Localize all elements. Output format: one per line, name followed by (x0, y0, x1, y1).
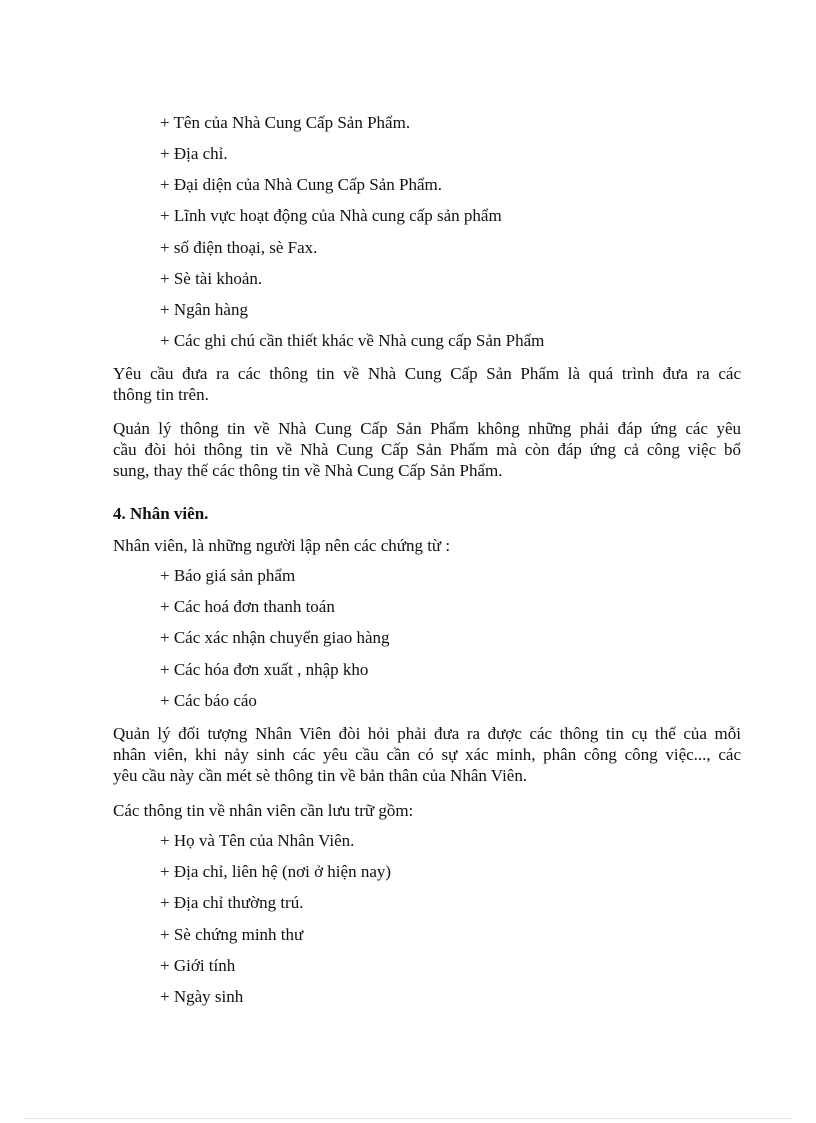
document-bullet-report: + Các báo cáo (160, 691, 257, 710)
supplier-bullet-bank: + Ngân hàng (160, 300, 248, 319)
paragraph-employee-manage (113, 723, 741, 786)
document-bullet-warehouse: + Các hóa đơn xuất , nhập kho (160, 660, 369, 679)
document-bullet-delivery: + Các xác nhận chuyển giao hàng (160, 628, 390, 647)
supplier-bullet-field: + Lĩnh vực hoạt động của Nhà cung cấp sản phẩm (160, 206, 502, 225)
employee-info-intro (113, 800, 741, 821)
supplier-bullet-address: + Địa chỉ. (160, 144, 228, 163)
supplier-bullet-name: + Tên của Nhà Cung Cấp Sản Phẩm. (160, 113, 411, 132)
paragraph-manage (113, 418, 741, 481)
employee-intro (113, 535, 741, 556)
supplier-bullet-representative: + Đại diện của Nhà Cung Cấp Sản Phẩm. (160, 175, 443, 194)
footer-divider (25, 1118, 791, 1119)
paragraph-request (113, 363, 741, 405)
paragraph-line: Các thông tin về nhân viên cần lưu trữ gồm: (113, 801, 414, 820)
paragraph-line: yêu cầu này cần mét sè thông tin về bản thân của Nhân Viên. (113, 766, 528, 785)
employee-bullet-id-card: + Sè chứng minh thư (160, 925, 304, 944)
employee-bullet-gender: + Giới tính (160, 956, 236, 975)
employee-bullet-permanent-address: + Địa chỉ thường trú. (160, 893, 304, 912)
supplier-bullet-account: + Sè tài khoản. (160, 269, 263, 288)
employee-bullet-contact-address: + Địa chỉ, liên hệ (nơi ở hiện nay) (160, 862, 392, 881)
employee-bullet-name: + Họ và Tên của Nhân Viên. (160, 831, 355, 850)
document-bullet-invoice: + Các hoá đơn thanh toán (160, 597, 335, 616)
paragraph-line: thông tin trên. (113, 385, 209, 404)
supplier-bullet-notes: + Các ghi chú cần thiết khác về Nhà cung cấp Sản Phẩm (160, 331, 545, 350)
supplier-bullet-phone: + số điện thoại, sè Fax. (160, 238, 318, 257)
paragraph-line: Quản lý thông tin về Nhà Cung Cấp Sản Phẩm không những phải đáp ứng các yêu (113, 419, 741, 438)
document-bullet-quote: + Báo giá sản phẩm (160, 566, 296, 585)
employee-bullet-birthdate: + Ngày sinh (160, 987, 244, 1006)
section-heading: 4. Nhân viên. (113, 504, 209, 523)
paragraph-line: Nhân viên, là những người lập nên các chứng từ : (113, 536, 451, 555)
paragraph-line: sung, thay thế các thông tin về Nhà Cung Cấp Sản Phẩm. (113, 461, 503, 480)
paragraph-line: nhân viên, khi nảy sinh các yêu cầu cần có sự xác minh, phân công công việc..., các (113, 745, 741, 764)
paragraph-line: Quản lý đối tượng Nhân Viên đòi hỏi phải đưa ra được các thông tin cụ thể của mỗi (113, 724, 741, 743)
paragraph-line: Yêu cầu đưa ra các thông tin về Nhà Cung Cấp Sản Phẩm là quá trình đưa ra các (113, 364, 741, 383)
paragraph-line: cầu đòi hỏi thông tin về Nhà Cung Cấp Sản Phẩm mà còn đáp ứng cả công việc bổ (113, 440, 741, 459)
